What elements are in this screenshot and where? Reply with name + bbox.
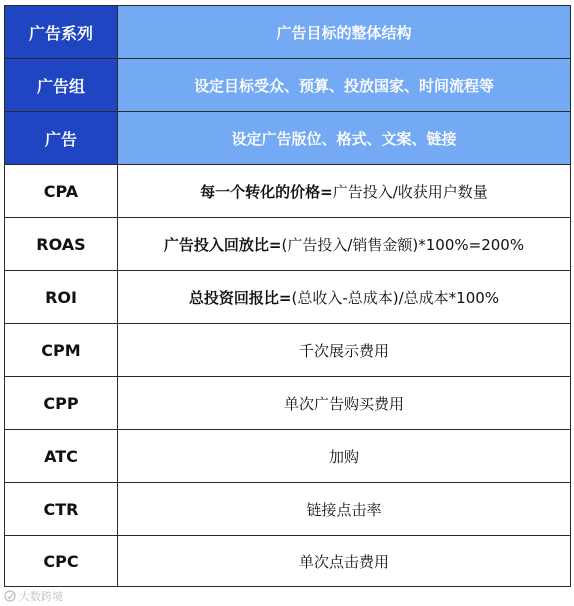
term-cell: 广告组: [5, 59, 118, 112]
term-cell: ROI: [5, 271, 118, 324]
watermark-text: 大数跨境: [19, 590, 63, 603]
table-row: [5, 59, 571, 112]
table-row: [5, 483, 571, 536]
description-cell: 链接点击率: [118, 483, 571, 536]
formula-expression: 广告投入/收获用户数量: [332, 182, 488, 201]
formula-expression: (广告投入/销售金额)*100%=200%: [281, 235, 525, 254]
table-row: [5, 536, 571, 587]
term-cell: CPM: [5, 324, 118, 377]
glossary-table: [4, 5, 571, 587]
table-row: [5, 218, 571, 271]
brand-logo-icon: [4, 590, 16, 602]
formula-label: 每一个转化的价格=: [200, 182, 333, 201]
description-cell: 千次展示费用: [118, 324, 571, 377]
watermark: [4, 588, 63, 604]
description-cell: 广告目标的整体结构: [118, 6, 571, 59]
description-cell: 单次点击费用: [118, 536, 571, 587]
term-cell: CTR: [5, 483, 118, 536]
formula-label: 总投资回报比=: [188, 288, 292, 307]
table-row: [5, 430, 571, 483]
table-row: [5, 271, 571, 324]
term-cell: CPA: [5, 165, 118, 218]
description-cell: [118, 271, 571, 324]
term-cell: ROAS: [5, 218, 118, 271]
table-row: [5, 324, 571, 377]
formula-expression: (总收入-总成本)/总成本*100%: [291, 288, 500, 307]
table-row: [5, 6, 571, 59]
description-cell: 设定广告版位、格式、文案、链接: [118, 112, 571, 165]
term-cell: 广告系列: [5, 6, 118, 59]
formula-label: 广告投入回放比=: [163, 235, 282, 254]
term-cell: ATC: [5, 430, 118, 483]
term-cell: CPP: [5, 377, 118, 430]
description-cell: [118, 165, 571, 218]
term-cell: 广告: [5, 112, 118, 165]
table-row: [5, 112, 571, 165]
table-row: [5, 165, 571, 218]
table-row: [5, 377, 571, 430]
description-cell: 加购: [118, 430, 571, 483]
term-cell: CPC: [5, 536, 118, 587]
description-cell: 单次广告购买费用: [118, 377, 571, 430]
description-cell: 设定目标受众、预算、投放国家、时间流程等: [118, 59, 571, 112]
description-cell: [118, 218, 571, 271]
